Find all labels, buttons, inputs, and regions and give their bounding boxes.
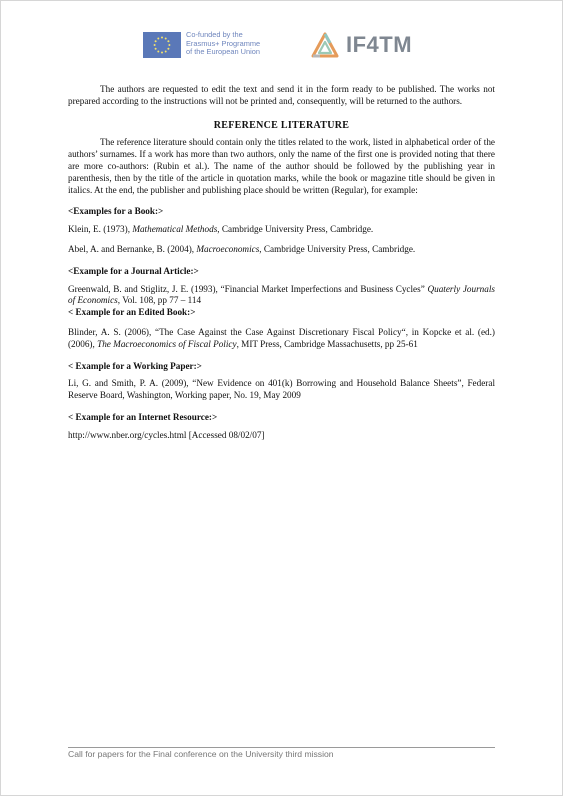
- ref-title: Mathematical Methods: [132, 224, 218, 235]
- ref-title: The Macroeconomics of Fiscal Policy: [97, 338, 237, 349]
- ref-text: , MIT Press, Cambridge Massachusetts, pp 25-61: [236, 338, 418, 349]
- internet-resource-reference: http://www.nber.org/cycles.html [Accessed 08/02/07]: [68, 429, 265, 440]
- eu-cofunded-text: [186, 31, 260, 57]
- journal-example-label: <Example for a Journal Article:>: [68, 265, 199, 276]
- ref-title: Quaterly Journals of Economics: [68, 283, 495, 306]
- eu-line: of the European Union: [186, 47, 260, 57]
- internet-resource-example-label: < Example for an Internet Resource:>: [68, 411, 218, 422]
- if4tm-logo-text: IF4TM: [346, 32, 413, 57]
- ref-text: , Cambridge University Press, Cambridge.: [259, 243, 416, 254]
- eu-flag-logo: [143, 32, 181, 58]
- section-title: REFERENCE LITERATURE: [213, 119, 350, 131]
- eu-line: Erasmus+ Programme: [186, 38, 261, 48]
- document-body: [68, 84, 495, 442]
- eu-line: Co-funded by the: [186, 30, 243, 39]
- ref-text: Abel, A. and Bernanke, B. (2004),: [68, 243, 197, 254]
- working-paper-example-label: < Example for a Working Paper:>: [68, 360, 202, 371]
- journal-reference: [68, 284, 495, 308]
- edited-book-example-label: < Example for an Edited Book:>: [68, 307, 196, 318]
- ref-text: , Vol. 108, pp 77 – 114: [117, 295, 202, 306]
- ref-title: Macroeconomics: [196, 243, 260, 254]
- if4tm-logo-icon: [310, 31, 340, 61]
- ref-text: , Cambridge University Press, Cambridge.: [217, 224, 374, 235]
- edited-book-reference: [68, 327, 495, 351]
- footer-divider: [68, 747, 495, 748]
- intro-paragraph: The authors are requested to edit the text and send it in the form ready to be published. The works not prepared according to the instructions will not be printed and, consequently, will be returned to the authors.: [68, 84, 495, 106]
- instructions-paragraph: The reference literature should contain only the titles related to the work, listed in alphabetical order of the authors’ surnames. If a work has more than two authors, only the name of the first one is provided noting that there are more co-authors: (Rubin et al.). The name of the author should be followed by the publishing year in parenthesis, then by the title of the article in quotation marks, while the book or magazine title should be given in italics. At the end, the publisher and publishing place should be written (Regular), for example:: [68, 137, 495, 195]
- footer-text: Call for papers for the Final conference on the University third mission: [68, 749, 334, 759]
- book-example-label: <Examples for a Book:>: [68, 206, 164, 217]
- ref-text: Klein, E. (1973),: [68, 224, 133, 235]
- ref-text: Blinder, A. S. (2006), “The Case Against the Case Against Discretionary Fiscal Policy“, in Kopcke et al. (ed.) (2006),: [68, 326, 495, 349]
- ref-text: Greenwald, B. and Stiglitz, J. E. (1993), “Financial Market Imperfections and Business Cycles”: [68, 283, 428, 294]
- page-header: [0, 28, 563, 68]
- working-paper-reference: Li, G. and Smith, P. A. (2009), “New Evidence on 401(k) Borrowing and Household Balance Sheets”, Federal Reserve Board, Washington, Working paper, No. 19, May 2009: [68, 378, 495, 401]
- book-reference-1: [68, 224, 495, 236]
- book-reference-2: [68, 244, 495, 256]
